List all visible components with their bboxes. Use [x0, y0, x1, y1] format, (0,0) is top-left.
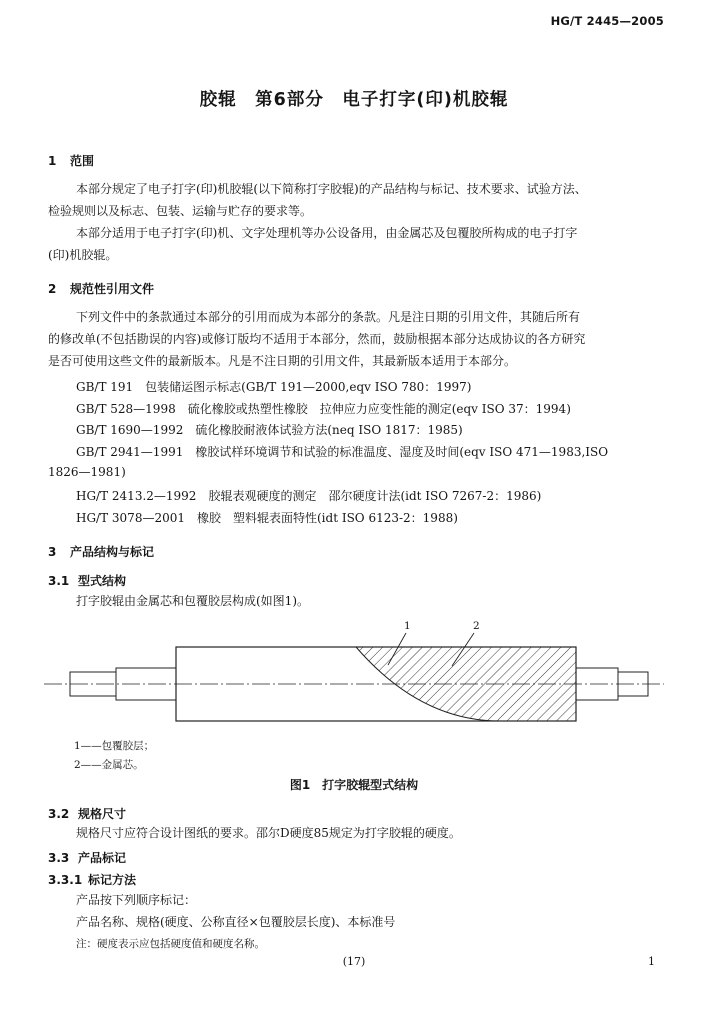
section-title: 规格尺寸 — [78, 807, 127, 821]
section-number: 3.2 — [48, 807, 70, 821]
note-text: 注：硬度表示应包括硬度值和硬度名称。 — [76, 938, 265, 950]
section-title: 型式结构 — [78, 574, 127, 588]
paragraph-line: 产品名称、规格(硬度、公称直径×包覆胶层长度)、本标准号 — [76, 915, 396, 929]
paragraph-line: 是否可使用这些文件的最新版本。凡是不注日期的引用文件，其最新版本适用于本部分。 — [48, 354, 517, 368]
page-mark: 1 — [648, 955, 655, 968]
subsection-3-3-1-heading — [48, 871, 136, 888]
section-title: 范围 — [70, 154, 95, 168]
section-title: 标记方法 — [88, 873, 137, 887]
section-number: 1 — [48, 154, 57, 168]
section-number: 3.1 — [48, 574, 70, 588]
page-number: (17) — [342, 955, 366, 968]
section-number: 3 — [48, 545, 57, 559]
reference-item: HG/T 3078—2001 橡胶 塑料辊表面特性(idt ISO 6123-2：1988) — [76, 511, 458, 525]
paragraph-line: 本部分规定了电子打字(印)机胶辊(以下简称打字胶辊)的产品结构与标记、技术要求、试验方法、 — [76, 182, 587, 196]
document-title: 胶辊 第6部分 电子打字(印)机胶辊 — [199, 90, 509, 110]
reference-item-continued: 1826—1981) — [48, 465, 126, 479]
reference-item: GB/T 528—1998 硫化橡胶或热塑性橡胶 拉伸应力应变性能的测定(eqv ISO 37：1994) — [76, 402, 571, 416]
standard-code: HG/T 2445—2005 — [550, 14, 664, 28]
reference-item: GB/T 191 包装储运图示标志(GB/T 191—2000,eqv ISO 780：1997) — [76, 380, 472, 394]
paragraph-line: 规格尺寸应符合设计图纸的要求。邵尔D硬度85规定为打字胶辊的硬度。 — [76, 826, 461, 840]
paragraph-line: 本部分适用于电子打字(印)机、文字处理机等办公设备用，由金属芯及包覆胶所构成的电子打字 — [76, 226, 578, 240]
paragraph-line: 下列文件中的条款通过本部分的引用而成为本部分的条款。凡是注日期的引用文件，其随后所有 — [76, 310, 581, 324]
paragraph-line: (印)机胶辊。 — [48, 248, 118, 262]
section-number: 3.3 — [48, 851, 70, 865]
section-title: 产品标记 — [78, 851, 127, 865]
reference-item: GB/T 1690—1992 硫化橡胶耐液体试验方法(neq ISO 1817：1985) — [76, 423, 463, 437]
section-number: 2 — [48, 282, 57, 296]
figure-legend-1: 1——包覆胶层； — [74, 740, 155, 752]
callout-label-2: 2 — [473, 620, 480, 632]
subsection-3-3-heading — [48, 849, 126, 866]
figure-caption: 图1 打字胶辊型式结构 — [289, 778, 419, 792]
figure-legend-2: 2——金属芯。 — [74, 759, 144, 771]
paragraph-line: 产品按下列顺序标记： — [76, 893, 197, 907]
callout-label-1: 1 — [404, 620, 411, 632]
reference-item: HG/T 2413.2—1992 胶辊表观硬度的测定 邵尔硬度计法(idt ISO 7267-2：1986) — [76, 489, 542, 503]
reference-item: GB/T 2941—1991 橡胶试样环境调节和试验的标准温度、湿度及时间(eqv ISO 471—1983,ISO — [76, 445, 609, 459]
section-title: 产品结构与标记 — [70, 545, 155, 559]
paragraph-line: 检验规则以及标志、包装、运输与贮存的要求等。 — [48, 204, 313, 218]
paragraph-line: 的修改单(不包括勘误的内容)或修订版均不适用于本部分，然而，鼓励根据本部分达成协议的各方研究 — [48, 332, 586, 346]
section-number: 3.3.1 — [48, 873, 83, 887]
section-title: 规范性引用文件 — [70, 282, 155, 296]
subsection-3-2-heading — [48, 805, 126, 822]
paragraph-line: 打字胶辊由金属芯和包覆胶层构成(如图1)。 — [76, 594, 309, 608]
